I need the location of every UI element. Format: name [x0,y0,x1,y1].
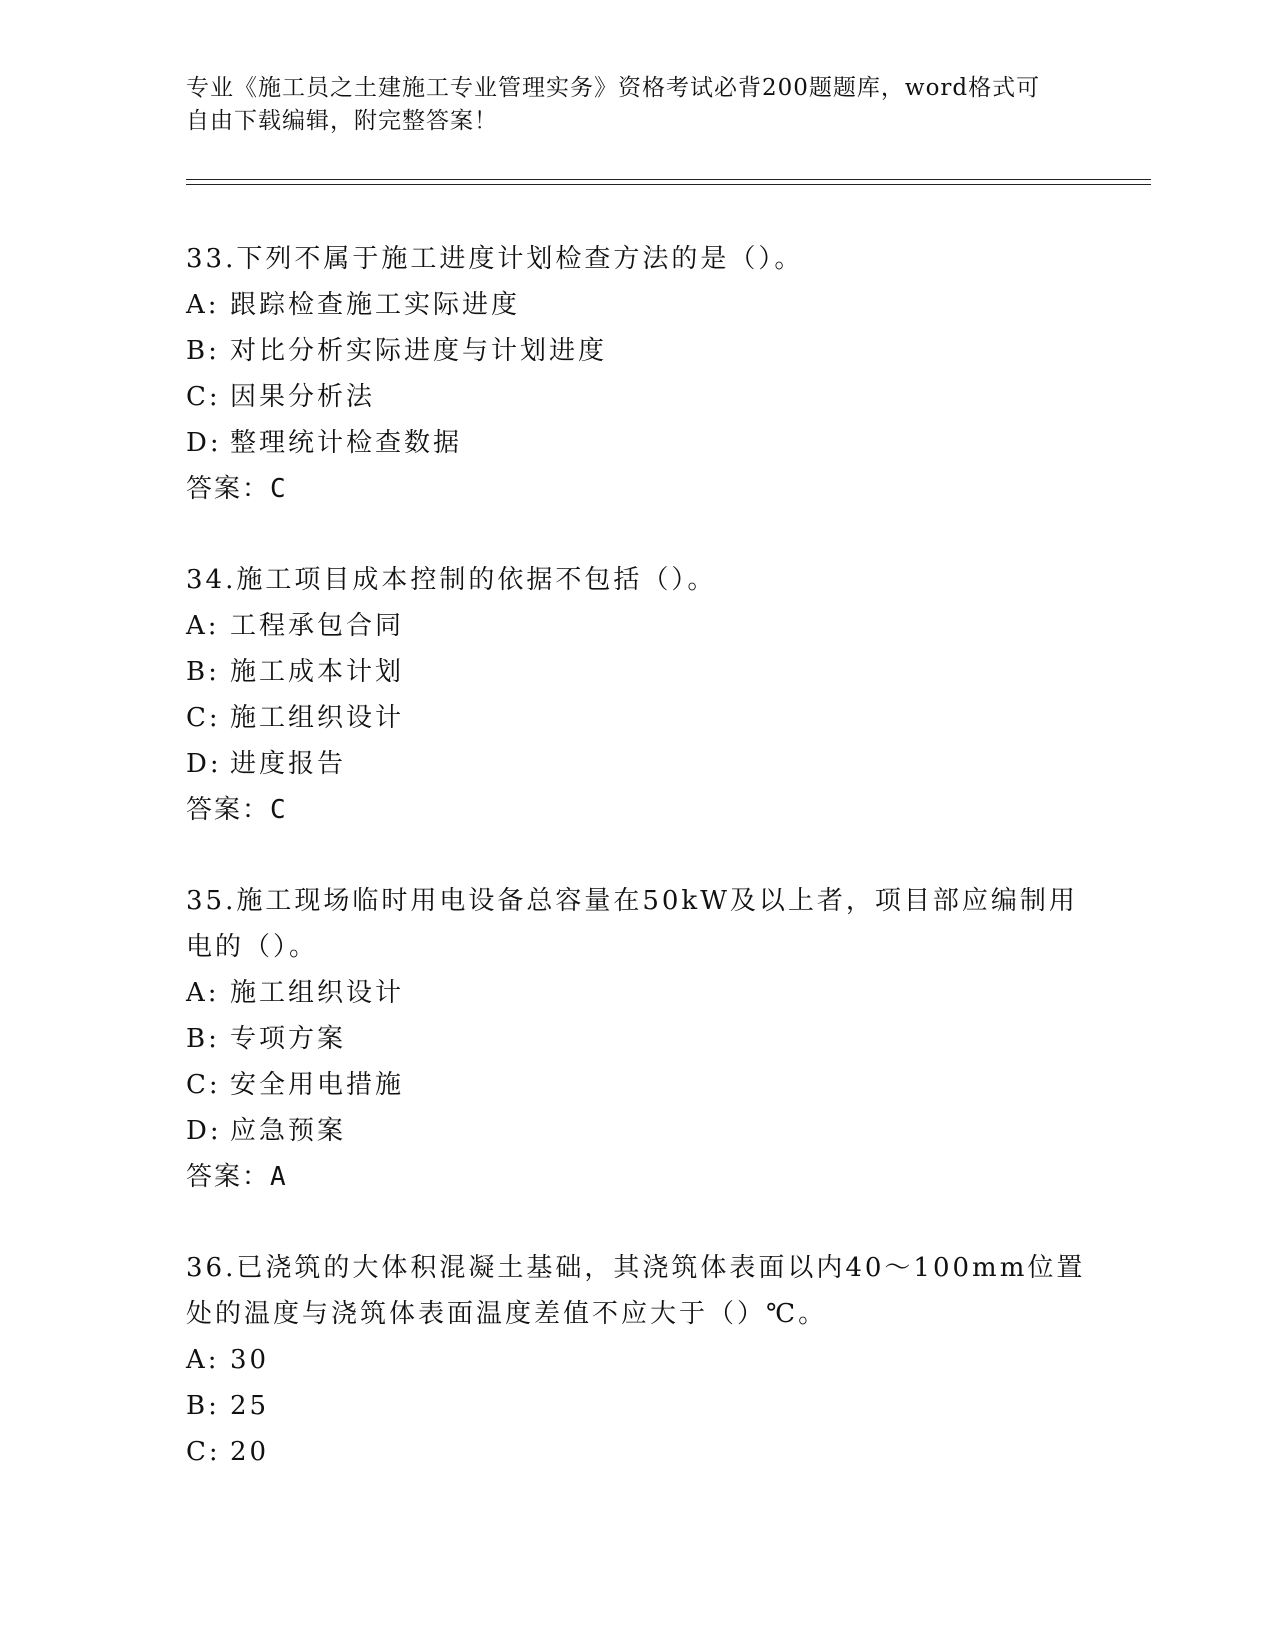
question-34 [186,557,1086,833]
option-a [186,282,1086,328]
option-text: 安全用电措施 [230,1070,405,1100]
option-text: 跟踪检查施工实际进度 [230,290,521,320]
answer-label: 答案： [186,795,271,825]
header-title-line-1: 专业《施工员之土建施工专业管理实务》资格考试必背200题题库，word格式可 [186,75,1041,101]
question-stem: 35.施工现场临时用电设备总容量在50kW及以上者，项目部应编制用电的（）。 [186,886,1078,962]
question-stem: 33.下列不属于施工进度计划检查方法的是（）。 [186,244,804,274]
header-divider-bottom [186,184,1151,185]
answer-line [186,1154,1086,1200]
document-header [186,72,1086,138]
answer-label: 答案： [186,474,271,504]
option-key: D: [186,1116,222,1146]
option-b [186,1016,1086,1062]
option-text: 进度报告 [230,749,347,779]
answer-line [186,787,1086,833]
option-key: D: [186,749,222,779]
question-list [186,236,1086,1520]
option-key: A: [186,611,220,641]
option-text: 专项方案 [230,1024,347,1054]
option-text: 20 [230,1437,270,1467]
option-key: B: [186,1024,220,1054]
option-b [186,649,1086,695]
option-b [186,1383,1086,1429]
option-key: B: [186,1391,220,1421]
option-text: 25 [230,1391,270,1421]
option-key: C: [186,1437,221,1467]
header-title-line-2: 自由下载编辑，附完整答案！ [186,108,498,134]
option-text: 对比分析实际进度与计划进度 [230,336,608,366]
option-d [186,1108,1086,1154]
option-a [186,1337,1086,1383]
question-33 [186,236,1086,512]
answer-value: A [270,1162,286,1192]
option-d [186,741,1086,787]
option-text: 因果分析法 [230,382,376,412]
answer-value: C [270,474,286,504]
option-key: C: [186,382,221,412]
option-key: D: [186,428,222,458]
answer-label: 答案： [186,1162,271,1192]
option-b [186,328,1086,374]
question-stem: 36.已浇筑的大体积混凝土基础，其浇筑体表面以内40～100mm位置处的温度与浇筑体表面温度差值不应大于（）℃。 [186,1253,1086,1329]
option-text: 施工组织设计 [230,978,405,1008]
option-a [186,970,1086,1016]
option-key: C: [186,1070,221,1100]
option-c [186,1062,1086,1108]
option-text: 工程承包合同 [230,611,405,641]
question-35 [186,878,1086,1200]
option-text: 整理统计检查数据 [230,428,463,458]
answer-line [186,466,1086,512]
option-text: 应急预案 [230,1116,347,1146]
option-key: A: [186,1345,220,1375]
option-text: 施工组织设计 [230,703,405,733]
question-36 [186,1245,1086,1475]
option-c [186,1429,1086,1475]
option-key: B: [186,657,220,687]
option-key: A: [186,290,220,320]
option-key: C: [186,703,221,733]
option-text: 30 [230,1345,270,1375]
option-c [186,374,1086,420]
header-divider-top [186,179,1151,180]
question-stem: 34.施工项目成本控制的依据不包括（）。 [186,565,717,595]
option-key: A: [186,978,220,1008]
answer-value: C [270,795,286,825]
option-a [186,603,1086,649]
option-text: 施工成本计划 [230,657,405,687]
option-key: B: [186,336,220,366]
option-d [186,420,1086,466]
option-c [186,695,1086,741]
